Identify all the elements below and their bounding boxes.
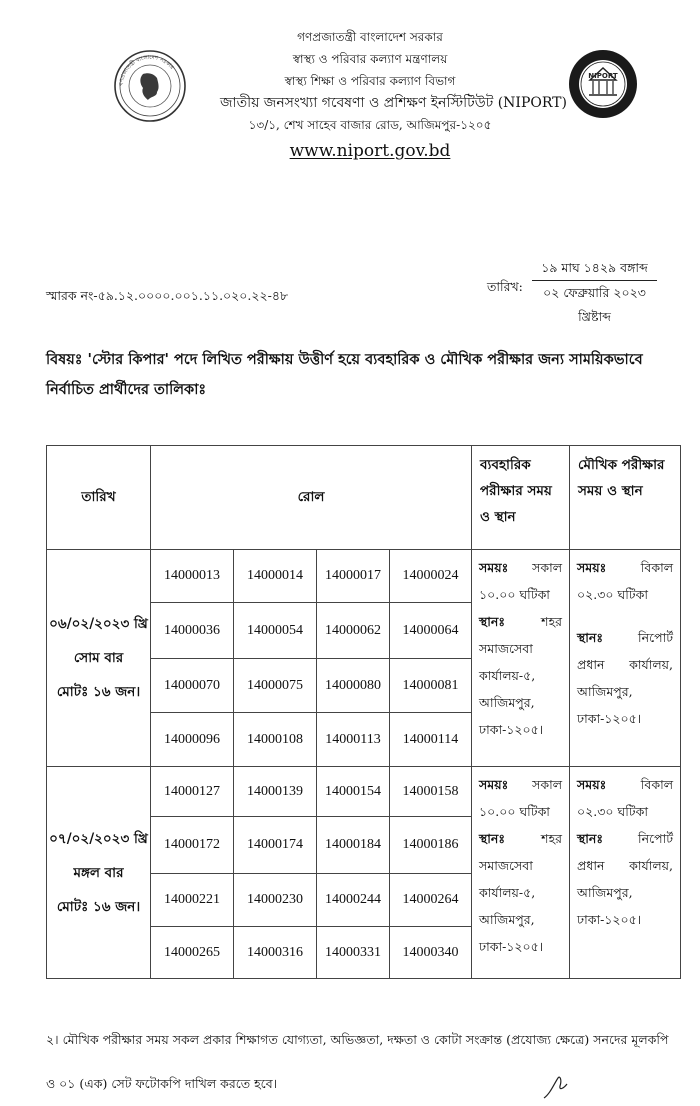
roll-cell: 14000024 (390, 550, 472, 603)
header-viva: মৌখিক পরীক্ষার সময় ও স্থান (570, 446, 681, 550)
instruction-note: ২। মৌখিক পরীক্ষার সময় সকল প্রকার শিক্ষাগত যোগ্যতা, অভিজ্ঞতা, দক্ষতা ও কোটা সংক্রান্ত (প্রযোজ্য ক্ষেত্রে) সনদের মূলকপি ও ০১ (এক) সেট ফটোকপি দাখিল করতে হবে। (46, 1032, 669, 1091)
header-line-address: ১৩/১, শেখ সাহেব বাজার রোড, আজিমপুর-১২০৫ (248, 118, 492, 132)
viva-time: বিকাল ০২.৩০ ঘটিকা (577, 777, 674, 819)
time-label: সময়ঃ (577, 560, 607, 575)
roll-cell: 14000139 (234, 767, 317, 817)
roll-cell: 14000096 (151, 713, 234, 767)
roll-cell: 14000070 (151, 659, 234, 713)
place-label: স্থানঃ (479, 831, 506, 846)
roll-cell: 14000184 (317, 817, 390, 874)
roll-cell: 14000174 (234, 817, 317, 874)
table-header-row (47, 446, 681, 550)
header-line-division: স্বাস্থ্য শিক্ষা ও পরিবার কল্যাণ বিভাগ (284, 74, 456, 88)
date-bangla: ১৯ মাঘ ১৪২৯ বঙ্গাব্দ (532, 258, 657, 281)
roll-cell: 14000154 (317, 767, 390, 817)
niport-logo-icon (568, 28, 638, 142)
date-cell (47, 767, 151, 979)
roll-cell: 14000080 (317, 659, 390, 713)
roll-cell: 14000054 (234, 603, 317, 659)
header-line-government: গণপ্রজাতন্ত্রী বাংলাদেশ সরকার (297, 30, 443, 44)
subject-line: বিষয়ঃ 'স্টোর কিপার' পদে লিখিত পরীক্ষায় উত্তীর্ণ হয়ে ব্যবহারিক ও মৌখিক পরীক্ষার জন্য সাময়িকভাবে নির্বাচিত প্রার্থীদের তালিকাঃ (46, 351, 643, 398)
practical-place: শহর সমাজসেবা কার্যালয়-৫, আজিমপুর, ঢাকা-১২০৫। (479, 614, 563, 737)
exam-date: ০৬/০২/২০২৩ খ্রি (49, 616, 148, 632)
roll-cell: 14000017 (317, 550, 390, 603)
roll-cell: 14000331 (317, 927, 390, 979)
roll-cell: 14000265 (151, 927, 234, 979)
roll-cell: 14000316 (234, 927, 317, 979)
roll-cell: 14000075 (234, 659, 317, 713)
roll-cell: 14000264 (390, 874, 472, 927)
practical-time: সকাল ১০.০০ ঘটিকা (479, 560, 563, 602)
table-row (47, 550, 681, 603)
place-label: স্থানঃ (577, 831, 604, 846)
roll-cell: 14000013 (151, 550, 234, 603)
header-roll: রোল (151, 446, 472, 550)
header-line-ministry: স্বাস্থ্য ও পরিবার কল্যাণ মন্ত্রণালয় (292, 52, 448, 66)
date-label: তারিখ: (487, 279, 523, 294)
roll-cell: 14000172 (151, 817, 234, 874)
exam-date: ০৭/০২/২০২৩ খ্রি (49, 830, 148, 847)
practical-info (472, 550, 570, 767)
letterhead (220, 26, 567, 164)
practical-time: সকাল ১০.০০ ঘটিকা (479, 777, 563, 819)
roll-cell: 14000081 (390, 659, 472, 713)
header-practical: ব্যবহারিক পরীক্ষার সময় ও স্থান (472, 446, 570, 550)
practical-info (472, 767, 570, 979)
place-label: স্থানঃ (577, 630, 604, 645)
practical-place: শহর সমাজসেবা কার্যালয়-৫, আজিমপুর, ঢাকা-১২০৫। (479, 831, 563, 954)
date-block (532, 258, 657, 329)
government-seal-icon (113, 30, 187, 142)
date-cell (47, 550, 151, 767)
roll-cell: 14000036 (151, 603, 234, 659)
viva-info (570, 550, 681, 767)
place-label: স্থানঃ (479, 614, 506, 629)
website-link[interactable]: www.niport.gov.bd (289, 141, 451, 161)
roll-cell: 14000113 (317, 713, 390, 767)
roll-cell: 14000230 (234, 874, 317, 927)
roll-cell: 14000108 (234, 713, 317, 767)
roll-cell: 14000244 (317, 874, 390, 927)
time-label: সময়ঃ (577, 777, 607, 792)
exam-day: মঙ্গল বার (73, 864, 124, 881)
roll-cell: 14000340 (390, 927, 472, 979)
header-date: তারিখ (47, 446, 151, 550)
signature-icon (540, 1074, 580, 1100)
header-line-institute: জাতীয় জনসংখ্যা গবেষণা ও প্রশিক্ষণ ইনস্টিটিউট (NIPORT) (220, 95, 567, 111)
viva-time: বিকাল ০২.৩০ ঘটিকা (577, 560, 674, 602)
roll-cell: 14000014 (234, 550, 317, 603)
roll-cell: 14000064 (390, 603, 472, 659)
viva-place: নিপোর্ট প্রধান কার্যালয়, আজিমপুর, ঢাকা-১২০৫। (577, 831, 674, 927)
roll-cell: 14000062 (317, 603, 390, 659)
table-row (47, 767, 681, 817)
roll-cell: 14000158 (390, 767, 472, 817)
logo-text: NIPORT (588, 72, 618, 80)
roll-cell: 14000186 (390, 817, 472, 874)
exam-day: সোম বার (73, 650, 124, 666)
candidate-total: মোটঃ ১৬ জন। (56, 684, 141, 700)
roll-cell: 14000114 (390, 713, 472, 767)
date-english: ০২ ফেব্রুয়ারি ২০২৩ খ্রিষ্টাব্দ (543, 285, 646, 324)
roll-cell: 14000127 (151, 767, 234, 817)
roll-cell: 14000221 (151, 874, 234, 927)
time-label: সময়ঃ (479, 560, 509, 575)
viva-place: নিপোর্ট প্রধান কার্যালয়, আজিমপুর, ঢাকা-১২০৫। (577, 630, 674, 726)
seal-text: গণপ্রজাতন্ত্রী বাংলাদেশ সরকার (118, 54, 175, 87)
viva-info (570, 767, 681, 979)
time-label: সময়ঃ (479, 777, 509, 792)
candidate-table (46, 445, 681, 979)
memo-number: স্মারক নং-৫৯.১২.০০০০.০০১.১১.০২০.২২-৪৮ (46, 288, 289, 303)
candidate-total: মোটঃ ১৬ জন। (56, 898, 141, 915)
